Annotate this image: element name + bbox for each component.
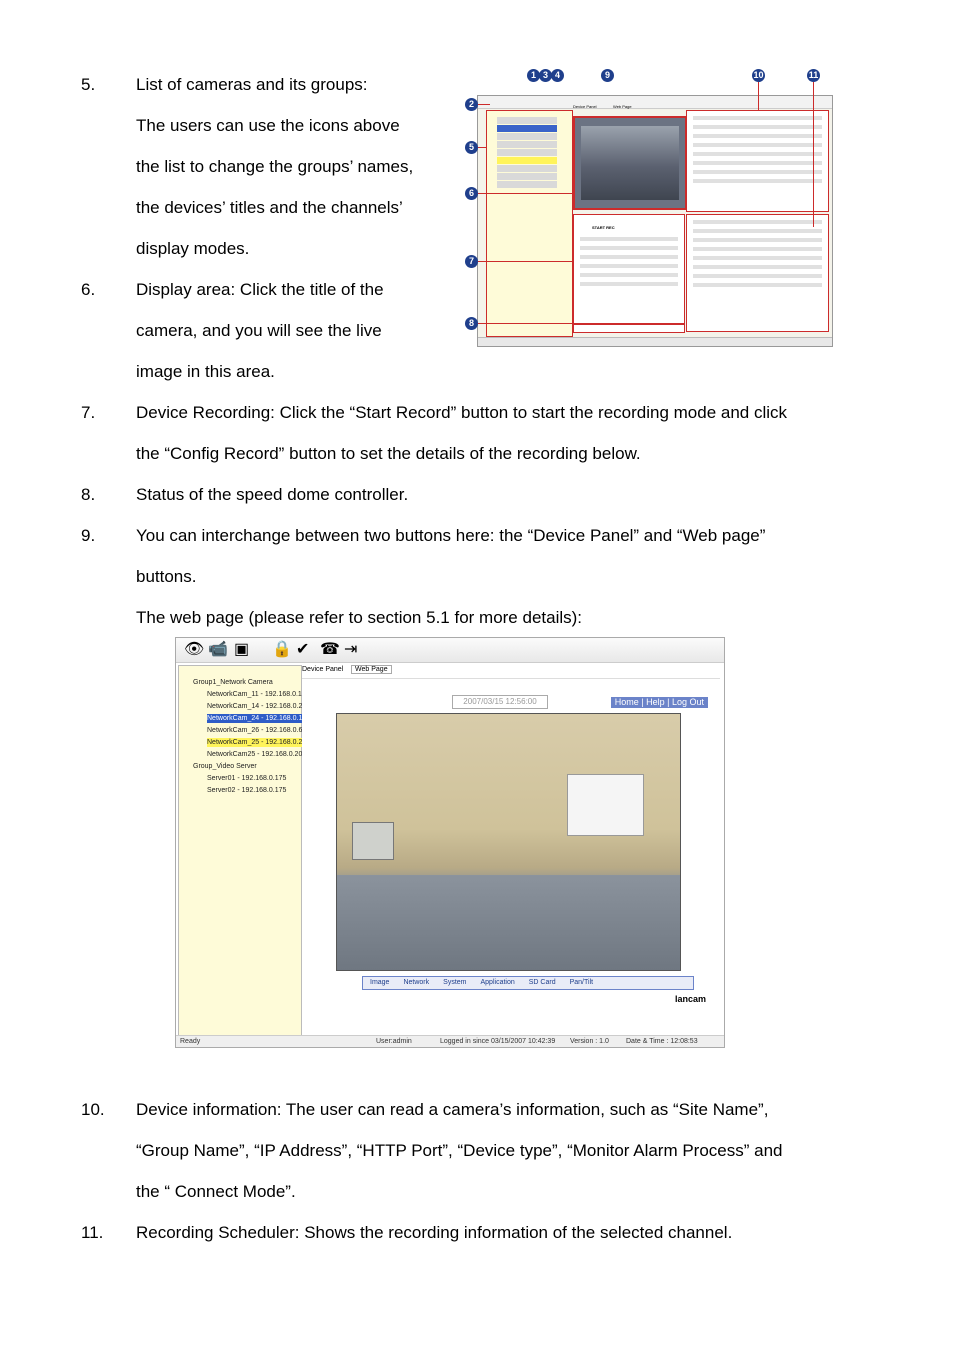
item11-line1: Recording Scheduler: Shows the recording information of the selected channel. [136,1223,733,1242]
tree-item[interactable]: Server02 - 192.168.0.175 [207,787,287,794]
toolbar [176,638,724,663]
device-recording-panel [573,214,685,324]
item-number-10: 10. [81,1100,105,1119]
tab-web-page[interactable]: Web Page [613,104,632,109]
item10-line3: the “ Connect Mode”. [136,1182,296,1201]
item5-line3: the list to change the groups’ names, [136,157,414,176]
web-menu [362,976,694,990]
status-ready: Ready [180,1038,201,1045]
item6-line1: Display area: Click the title of the [136,280,384,299]
marker-6: 6 [465,187,478,200]
web-page-content [302,678,720,1034]
status-datetime: Date & Time : 12:08:53 [626,1038,698,1045]
live-camera-image [336,713,681,971]
camera-tree [178,665,302,1037]
item7-line1: Device Recording: Click the “Start Record” button to start the recording mode and click [136,403,788,422]
group-icon[interactable]: ▣ [234,641,250,658]
item-number-6: 6. [81,280,96,299]
item10-line2: “Group Name”, “IP Address”, “HTTP Port”, “Device type”, “Monitor Alarm Process” and [136,1141,783,1160]
item-number-5: 5. [81,75,96,94]
tab-device-panel[interactable]: Device Panel [573,104,597,109]
status-bar [478,337,832,346]
tree-group-video-server[interactable]: Group_Video Server [193,763,257,770]
item5-line2: The users can use the icons above [136,116,400,135]
marker-7: 7 [465,255,478,268]
camera-add-icon[interactable]: 📹 [208,641,228,658]
item6-line3: image in this area. [136,362,275,381]
tree-item-highlighted[interactable]: NetworkCam_25 - 192.168.0.2 [207,739,303,746]
annotated-device-panel-screenshot [477,95,833,347]
item5-line5: display modes. [136,239,250,258]
item8-line1: Status of the speed dome controller. [136,485,409,504]
marker-10: 10 [753,70,764,80]
status-user: User:admin [376,1038,412,1045]
web-nav-buttons[interactable]: Home | Help | Log Out [611,697,708,708]
item10-line1: Device information: The user can read a camera’s information, such as “Site Name”, [136,1100,769,1119]
panel-tabs [302,664,392,676]
speed-dome-status [573,324,685,333]
marker-11: 11 [808,70,819,80]
tree-item[interactable]: NetworkCam_14 - 192.168.0.2 [207,703,303,710]
status-version: Version : 1.0 [570,1038,609,1045]
tree-item[interactable]: NetworkCam25 - 192.168.0.20 [207,751,303,758]
item-number-7: 7. [81,403,96,422]
item7-line2: the “Config Record” button to set the details of the recording below. [136,444,641,463]
tab-device-panel[interactable]: Device Panel [302,666,344,673]
brand-logo: lancam [674,994,706,1004]
start-rec-button[interactable]: START REC [592,225,615,230]
item-number-11: 11. [81,1223,104,1242]
marker-8: 8 [465,317,478,330]
display-area [573,116,687,210]
device-information-panel [686,110,829,212]
menu-pan-tilt[interactable]: Pan/Tilt [569,979,594,986]
eye-icon[interactable]: 👁 [184,641,205,658]
item-number-8: 8. [81,485,96,504]
menu-application[interactable]: Application [480,979,515,986]
timestamp: 2007/03/15 12:56:00 [452,695,548,709]
item6-line2: camera, and you will see the live [136,321,382,340]
item9-line2: buttons. [136,567,197,586]
marker-2: 2 [465,98,478,111]
item9-line1: You can interchange between two buttons here: the “Device Panel” and “Web page” [136,526,766,545]
marker-1: 1 [527,69,540,82]
exit-icon[interactable]: ⇥ [344,641,358,658]
menu-sd-card[interactable]: SD Card [528,979,556,986]
lock-icon[interactable]: 🔒 [272,641,292,658]
toolbar [478,96,832,109]
marker-3: 3 [539,69,552,82]
tab-web-page[interactable]: Web Page [351,665,392,674]
marker-5: 5 [465,141,478,154]
tree-item[interactable]: NetworkCam_11 - 192.168.0.1 [207,691,302,698]
item9-line3: The web page (please refer to section 5.1 for more details): [136,608,583,627]
recording-scheduler-panel [686,214,829,332]
check-icon[interactable]: ✔ [296,641,310,658]
menu-image[interactable]: Image [370,979,390,986]
tree-item-selected[interactable]: NetworkCam_24 - 192.168.0.1 [207,715,303,722]
tree-item[interactable]: NetworkCam_26 - 192.168.0.6 [207,727,303,734]
status-bar [176,1035,724,1047]
item5-line1: List of cameras and its groups: [136,75,368,94]
menu-system[interactable]: System [443,979,467,986]
tree-item[interactable]: Server01 - 192.168.0.175 [207,775,287,782]
camera-list [486,110,573,337]
menu-network[interactable]: Network [403,979,430,986]
item5-line4: the devices’ titles and the channels’ [136,198,403,217]
status-logged-in: Logged in since 03/15/2007 10:42:39 [440,1038,556,1045]
phone-icon[interactable]: ☎ [320,641,340,658]
tree-group-network-camera[interactable]: Group1_Network Camera [193,679,273,686]
item-number-9: 9. [81,526,96,545]
marker-4: 4 [551,69,564,82]
marker-9: 9 [601,69,614,82]
web-page-screenshot [175,637,725,1048]
